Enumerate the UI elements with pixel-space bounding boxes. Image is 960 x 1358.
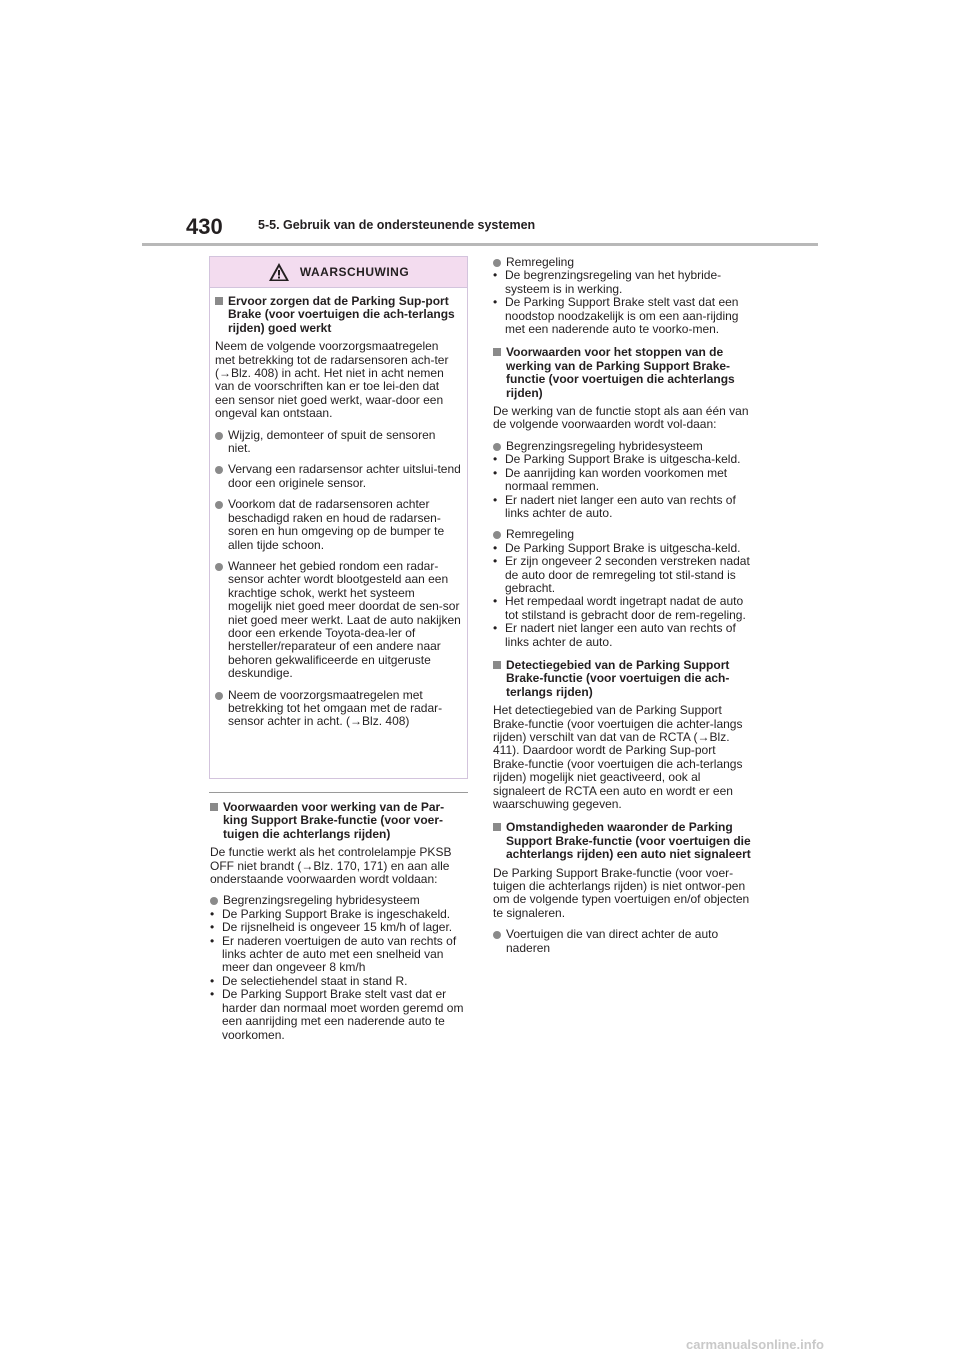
stop-group-2 <box>493 528 751 649</box>
warning-title: WAARSCHUWING <box>299 265 410 279</box>
list-item: • Er zijn ongeveer 2 seconden verstreken nadat de auto door de remregeling tot stil-stand is gebracht. <box>493 554 750 595</box>
square-bullet-icon <box>493 661 501 669</box>
list-item-text: De selectiehendel staat in stand R. <box>222 973 408 988</box>
warning-body <box>210 288 467 729</box>
group-label-text: Remregeling <box>506 527 575 542</box>
conditions-group <box>210 894 468 1041</box>
warning-bullet <box>215 498 461 552</box>
warning-intro: Neem de volgende voorzorgsmaatregelen met betrekking tot de radarsensoren ach-ter (→Blz. 408) in acht. Het niet in acht nemen van de voorschriften kan er toe lei-den dat een sensor niet goed werkt, waar-door een ongeval kan ontstaan. <box>215 339 449 421</box>
list-item-text: De Parking Support Brake is ingeschakeld. <box>222 906 451 921</box>
round-bullet-icon <box>493 259 501 267</box>
round-bullet-icon <box>215 692 223 700</box>
list-item-text: De Parking Support Brake stelt vast dat er harder dan normaal moet worden geremd om een aanrijding met een naderende auto te voorkomen. <box>222 987 464 1042</box>
conditions-heading <box>210 801 468 841</box>
square-bullet-icon <box>215 297 223 305</box>
list-item-text: Het rempedaal wordt ingetrapt nadat de auto tot stilstand is gebracht door de rem-regeling. <box>505 594 746 622</box>
round-bullet-icon <box>215 466 223 474</box>
group-label <box>493 256 751 269</box>
list-item: • De selectiehendel staat in stand R. <box>210 973 408 988</box>
group-label-text: Begrenzingsregeling hybridesysteem <box>506 438 703 453</box>
warning-heading <box>215 295 461 335</box>
round-bullet-icon <box>210 897 218 905</box>
warning-bullet-text: Wijzig, demonteer of spuit de sensoren niet. <box>228 427 436 456</box>
list-item-text: Er nadert niet langer een auto van rechts of links achter de auto. <box>505 621 736 649</box>
warning-bullet <box>215 560 461 681</box>
list-item: • De Parking Support Brake is uitgescha-keld. <box>493 540 741 555</box>
stop-intro: De werking van de functie stopt als aan één van de volgende voorwaarden wordt vol-daan: <box>493 404 749 432</box>
list-item-text: Er zijn ongeveer 2 seconden verstreken nadat de auto door de remregeling tot stil-stand is gebracht. <box>505 554 750 595</box>
list-item: • De Parking Support Brake stelt vast dat een noodstop noodzakelijk is om een aan-rijding met een naderende auto te voorko-men. <box>493 296 751 336</box>
round-bullet-icon <box>215 563 223 571</box>
right-column <box>493 256 751 963</box>
round-bullet-icon <box>493 531 501 539</box>
group-label <box>493 528 751 541</box>
round-bullet-icon <box>215 501 223 509</box>
round-bullet-icon <box>493 931 501 939</box>
list-item-text: De Parking Support Brake is uitgescha-keld. <box>505 540 741 555</box>
round-bullet-icon <box>215 432 223 440</box>
circumstances-bullet-text: Voertuigen die van direct achter de auto naderen <box>506 927 719 955</box>
list-item: • De rijsnelheid is ongeveer 15 km/h of lager. <box>210 920 453 935</box>
square-bullet-icon <box>210 803 218 811</box>
section-divider <box>209 792 468 793</box>
section-title: 5-5. Gebruik van de ondersteunende systemen <box>258 218 536 232</box>
warning-heading-text: Ervoor zorgen dat de Parking Sup-port Brake (voor voertuigen die ach-terlangs rijden) goed werkt <box>228 294 455 335</box>
group-label-text: Remregeling <box>506 255 575 269</box>
warning-bullet-text: Voorkom dat de radarsensoren achter beschadigd raken en houd de radarsen-soren en hun omgeving op de bumper te allen tijde schoon. <box>228 497 445 552</box>
warning-bullet <box>215 689 461 729</box>
warning-bullet-text: Wanneer het gebied rondom een radar-sensor achter wordt blootgesteld aan een krachtige schok, werkt het systeem mogelijk niet goed meer doordat de sen-sor niet goed meer werkt. Laat de auto nakijken door een erkende Toyota-dea-ler of hersteller/reparateur of een andere naar behoren gekwalificeerde en uitgeruste deskundige. <box>228 558 461 681</box>
list-item: • De Parking Support Brake is uitgescha-keld. <box>493 452 741 467</box>
list-item: • Het rempedaal wordt ingetrapt nadat de auto tot stilstand is gebracht door de rem-regeling. <box>493 595 751 622</box>
page-number: 430 <box>186 214 223 239</box>
stop-heading-text: Voorwaarden voor het stoppen van de werking van de Parking Support Brake-functie (voor voertuigen die achterlangs rijden) <box>506 345 735 400</box>
list-item: • De aanrijding kan worden voorkomen met normaal remmen. <box>493 467 751 494</box>
group-label-text: Begrenzingsregeling hybridesysteem <box>223 893 420 908</box>
list-item-text: Er nadert niet langer een auto van rechts of links achter de auto. <box>505 492 736 520</box>
detect-heading-text: Detectiegebied van de Parking Support Brake-functie (voor voertuigen die ach-terlangs rijden) <box>506 657 730 699</box>
warning-triangle-icon <box>268 262 290 282</box>
list-item-text: De aanrijding kan worden voorkomen met normaal remmen. <box>505 465 728 494</box>
detect-text: Het detectiegebied van de Parking Support Brake-functie (voor voertuigen die achter-langs rijden) verschilt van dat van de RCTA (→Blz. 411). Daardoor wordt de Parking Sup-port Brake-functie (voor voertuigen die ach-terlangs rijden) mogelijk niet geactiveerd, ook al signaleert de RCTA een auto en wordt er een waarschuwing gegeven. <box>493 703 743 812</box>
warning-bullet <box>215 463 461 490</box>
round-bullet-icon <box>493 443 501 451</box>
list-item: • De Parking Support Brake stelt vast dat er harder dan normaal moet worden geremd om een aanrijding met een naderende auto te voorkomen. <box>210 988 468 1042</box>
list-item: • De begrenzingsregeling van het hybride-systeem is in werking. <box>493 269 751 296</box>
list-item-text: De Parking Support Brake stelt vast dat een noodstop noodzakelijk is om een aan-rijding met een naderende auto te voorko-men. <box>505 295 739 337</box>
circumstances-heading <box>493 821 751 861</box>
remregeling-group <box>493 256 751 336</box>
warning-box <box>209 256 468 779</box>
list-item-text: De Parking Support Brake is uitgescha-keld. <box>505 452 741 467</box>
list-item: • Er nadert niet langer een auto van rechts of links achter de auto. <box>493 622 751 649</box>
list-item: • Er nadert niet langer een auto van rechts of links achter de auto. <box>493 494 751 521</box>
stop-heading <box>493 346 751 400</box>
group-label <box>210 894 468 907</box>
detect-heading <box>493 659 751 699</box>
square-bullet-icon <box>493 348 501 356</box>
stop-group-1 <box>493 440 751 520</box>
left-column <box>210 801 468 1048</box>
warning-header <box>210 257 467 288</box>
list-item: • De Parking Support Brake is ingeschakeld. <box>210 906 451 921</box>
circumstances-bullet <box>493 928 751 955</box>
footer-watermark: carmanualsonline.info <box>686 1337 824 1352</box>
header-rule <box>142 243 818 246</box>
warning-bullet <box>215 429 461 456</box>
list-item-text: De begrenzingsregeling van het hybride-systeem is in werking. <box>505 268 722 296</box>
conditions-heading-text: Voorwaarden voor werking van de Par-king Support Brake-functie (voor voer-tuigen die achterlangs rijden) <box>223 800 445 841</box>
warning-bullet-text: Vervang een radarsensor achter uitslui-tend door een originele sensor. <box>228 462 461 490</box>
list-item-text: De rijsnelheid is ongeveer 15 km/h of lager. <box>222 920 453 935</box>
list-item: • Er naderen voertuigen de auto van rechts of links achter de auto met een snelheid van meer dan ongeveer 8 km/h <box>210 935 468 975</box>
circumstances-text: De Parking Support Brake-functie (voor voer-tuigen die achterlangs rijden) is niet ontwor-pen om de volgende typen voertuigen en/of objecten te signaleren. <box>493 865 750 920</box>
conditions-intro: De functie werkt als het controlelampje PKSB OFF niet brandt (→Blz. 170, 171) en aan alle onderstaande voorwaarden wordt voldaan: <box>210 845 452 887</box>
group-label <box>493 440 751 453</box>
list-item-text: Er naderen voertuigen de auto van rechts of links achter de auto met een snelheid van meer dan ongeveer 8 km/h <box>222 933 457 975</box>
square-bullet-icon <box>493 823 501 831</box>
warning-bullet-text: Neem de voorzorgsmaatregelen met betrekking tot het omgaan met de radar-sensor achter in acht. (→Blz. 408) <box>228 687 443 729</box>
circumstances-heading-text: Omstandigheden waaronder de Parking Support Brake-functie (voor voertuigen die achterlangs rijden) een auto niet signaleert <box>506 820 751 862</box>
